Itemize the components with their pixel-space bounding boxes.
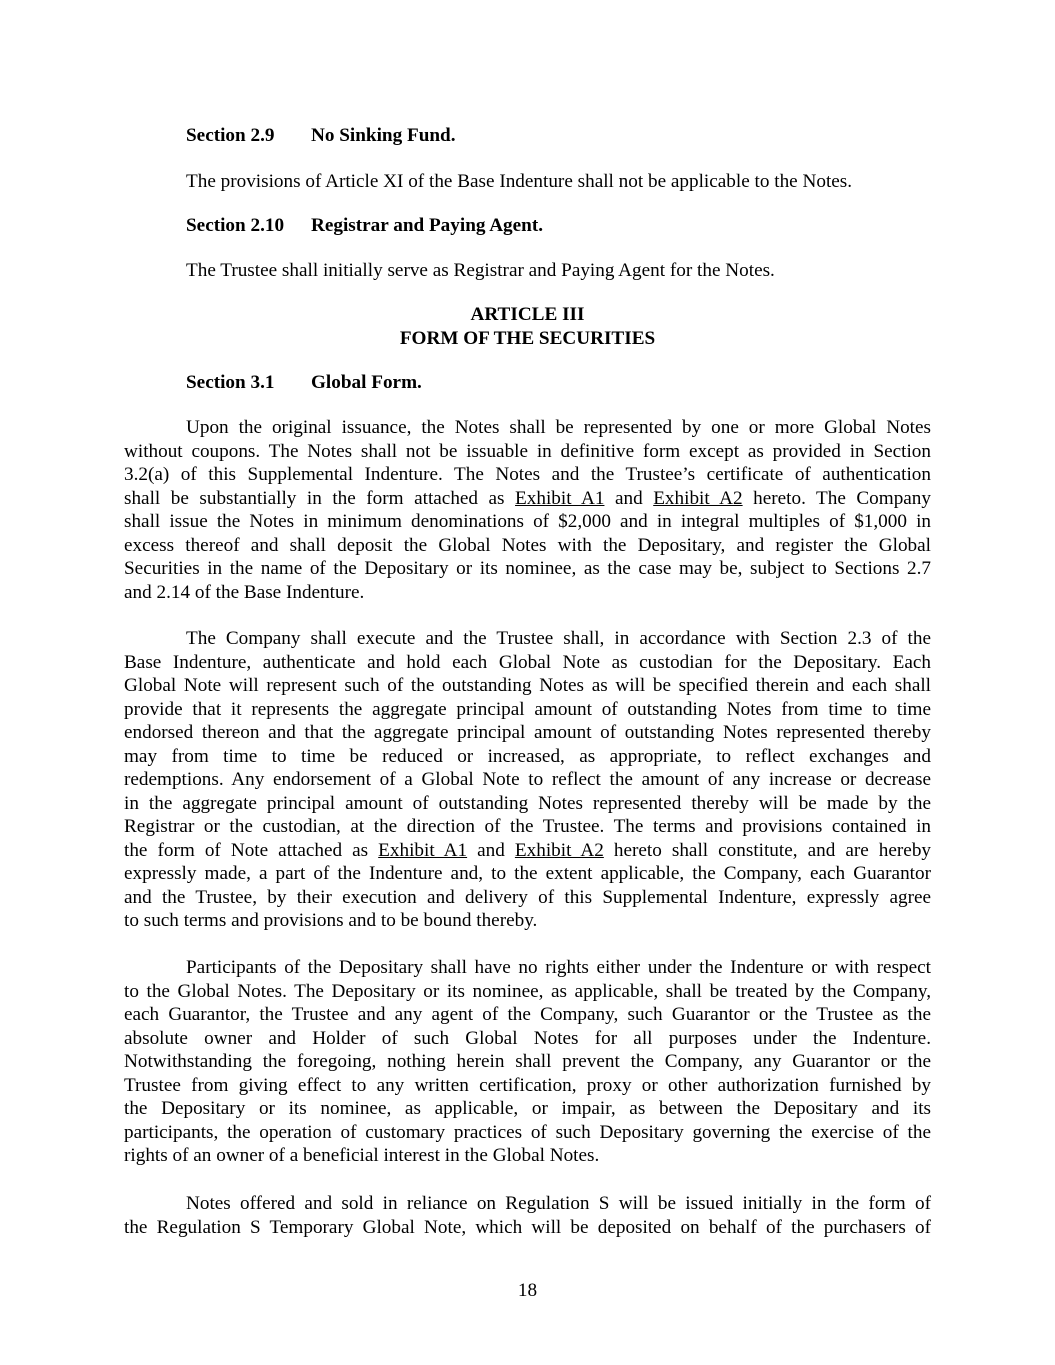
paragraph-line: rights of an owner of a beneficial interest in the Global Notes. — [124, 1145, 600, 1166]
paragraph-line: endorsed thereon and that the aggregate principal amount of outstanding Notes represented thereby — [124, 722, 931, 743]
exhibit-reference-link[interactable]: Exhibit A2 — [514, 839, 604, 861]
paragraph-line: the Regulation S Temporary Global Note, which will be deposited on behalf of the purchasers of — [124, 1216, 931, 1238]
paragraph-line: Notes offered and sold in reliance on Regulation S will be issued initially in the form of — [186, 1193, 931, 1214]
exhibit-reference-link[interactable]: Exhibit A1 — [378, 839, 468, 861]
paragraph-line: Notwithstanding the foregoing, nothing herein shall prevent the Company, any Guarantor or the — [124, 1051, 931, 1072]
text-segment: shall be substantially in the form attached as — [124, 487, 516, 509]
text-segment: hereto. The Company — [742, 487, 931, 509]
paragraph-line: The Company shall execute and the Trustee shall, in accordance with Section 2.3 of the — [186, 628, 931, 649]
section-number: Section 2.9 — [186, 125, 275, 146]
paragraph-line: may from time to time be reduced or increased, as appropriate, to reflect exchanges and — [124, 745, 931, 767]
article-heading — [124, 303, 931, 351]
paragraph-custodian — [124, 627, 931, 933]
text-segment: and — [467, 839, 515, 861]
paragraph-line: provide that it represents the aggregate principal amount of outstanding Notes from time to time — [124, 698, 931, 720]
paragraph-line — [124, 487, 931, 511]
section-title: Global Form. — [311, 372, 422, 393]
paragraph-line: to the Global Notes. The Depositary or its nominee, as applicable, shall be treated by the Company, — [124, 980, 931, 1002]
paragraph-line: Registrar or the custodian, at the direction of the Trustee. The terms and provisions contained in — [124, 816, 931, 837]
paragraph-line: to such terms and provisions and to be bound thereby. — [124, 910, 538, 931]
paragraph-line: the Depositary or its nominee, as applicable, or impair, as between the Depositary and its — [124, 1098, 931, 1119]
text-segment: and — [604, 487, 654, 509]
paragraph-line: Participants of the Depositary shall have no rights either under the Indenture or with respect — [186, 957, 931, 978]
paragraph-participants — [124, 956, 931, 1168]
section-2-9-body: The provisions of Article XI of the Base Indenture shall not be applicable to the Notes. — [186, 171, 853, 192]
exhibit-reference-link[interactable]: Exhibit A2 — [653, 487, 743, 509]
paragraph-line: 3.2(a) of this Supplemental Indenture. The Notes and the Trustee’s certificate of authentication — [124, 464, 931, 485]
paragraph-line: expressly made, a part of the Indenture and, to the extent applicable, the Company, each Guarantor — [124, 863, 931, 884]
section-2-10-body: The Trustee shall initially serve as Registrar and Paying Agent for the Notes. — [186, 260, 775, 281]
exhibit-reference-link[interactable]: Exhibit A1 — [515, 487, 605, 509]
paragraph-line: and the Trustee, by their execution and delivery of this Supplemental Indenture, expressly agree — [124, 886, 931, 908]
text-segment: the form of Note attached as — [124, 839, 379, 861]
page-number: 18 — [517, 1280, 538, 1301]
paragraph-global-notes-issuance — [124, 416, 931, 604]
section-2-9-heading — [186, 124, 456, 148]
paragraph-line: without coupons. The Notes shall not be issuable in definitive form except as provided in Section — [124, 440, 931, 462]
section-title: Registrar and Paying Agent. — [311, 215, 544, 236]
section-2-10-heading — [186, 214, 543, 238]
section-number: Section 3.1 — [186, 372, 275, 393]
section-3-1-heading — [186, 371, 422, 395]
paragraph-line: Base Indenture, authenticate and hold each Global Note as custodian for the Depositary. Each — [124, 651, 931, 673]
paragraph-line: Securities in the name of the Depositary or its nominee, as the case may be, subject to Sections 2.7 — [124, 558, 931, 579]
paragraph-line: shall issue the Notes in minimum denominations of $2,000 and in integral multiples of $1,000 in — [124, 511, 931, 532]
paragraph-regulation-s — [124, 1192, 931, 1239]
section-number: Section 2.10 — [186, 215, 285, 236]
article-number: ARTICLE III — [470, 304, 585, 325]
paragraph-line: in the aggregate principal amount of outstanding Notes represented thereby will be made by the — [124, 792, 931, 814]
paragraph-line: excess thereof and shall deposit the Global Notes with the Depositary, and register the Global — [124, 534, 931, 556]
paragraph-line: redemptions. Any endorsement of a Global Note to reflect the amount of any increase or decrease — [124, 769, 931, 790]
paragraph-line: Trustee from giving effect to any written certification, proxy or other authorization furnished by — [124, 1074, 931, 1096]
paragraph-line — [124, 839, 931, 863]
paragraph-line: participants, the operation of customary practices of such Depositary governing the exercise of the — [124, 1121, 931, 1143]
paragraph-line: each Guarantor, the Trustee and any agent of the Company, such Guarantor or the Trustee as the — [124, 1004, 931, 1025]
section-title: No Sinking Fund. — [311, 125, 456, 146]
paragraph-line: absolute owner and Holder of such Global Notes for all purposes under the Indenture. — [124, 1027, 931, 1049]
article-title: FORM OF THE SECURITIES — [399, 328, 656, 349]
text-segment: hereto shall constitute, and are hereby — [603, 839, 932, 861]
paragraph-line: and 2.14 of the Base Indenture. — [124, 581, 365, 603]
paragraph-line: Global Note will represent such of the outstanding Notes as will be specified therein and each shall — [124, 675, 931, 696]
paragraph-line: Upon the original issuance, the Notes shall be represented by one or more Global Notes — [186, 417, 931, 438]
